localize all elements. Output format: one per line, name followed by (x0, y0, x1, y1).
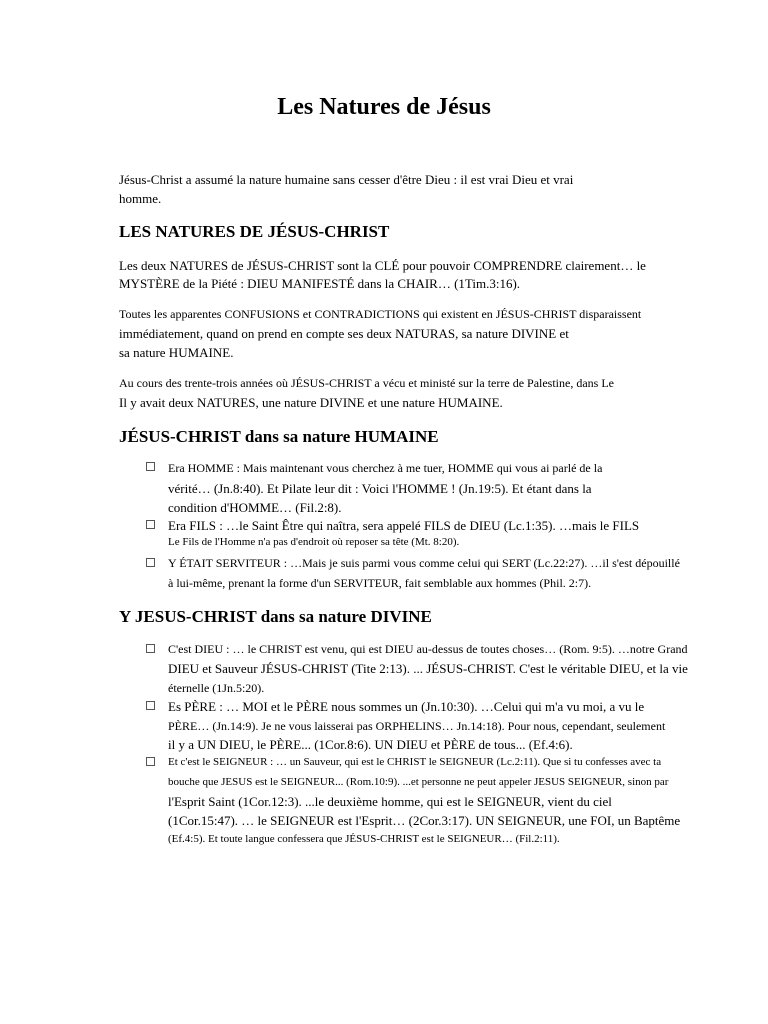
list-item-line: condition d'HOMME… (Fil.2:8). (168, 500, 342, 515)
list-item-line: il y a UN DIEU, le PÈRE... (1Cor.8:6). UN DIEU et PÈRE de tous... (Ef.4:6). (168, 737, 573, 752)
list-item-line: DIEU et Sauveur JÉSUS-CHRIST (Tite 2:13). ... JÉSUS-CHRIST. C'est le véritable DIEU, et la vie (168, 661, 688, 676)
checkbox-bullet-icon (146, 644, 155, 653)
list-item-line: C'est DIEU : … le CHRIST est venu, qui est DIEU au-dessus de toutes choses… (Rom. 9:5). …notre Grand (168, 642, 688, 656)
list-item-line: (Ef.4:5). Et toute langue confessera que JÉSUS-CHRIST est le SEIGNEUR… (Fil.2:11). (168, 833, 560, 845)
paragraph-line: Il y avait deux NATURES, une nature DIVINE et une nature HUMAINE. (119, 395, 503, 410)
list-item-line: vérité… (Jn.8:40). Et Pilate leur dit : Voici l'HOMME ! (Jn.19:5). Et étant dans la (168, 481, 592, 496)
checkbox-bullet-icon (146, 701, 155, 710)
list-item-line: (1Cor.15:47). … le SEIGNEUR est l'Esprit… (2Cor.3:17). UN SEIGNEUR, une FOI, un Baptême (168, 813, 681, 828)
list-item-line: l'Esprit Saint (1Cor.12:3). ...le deuxième homme, qui est le SEIGNEUR, vient du ciel (168, 794, 612, 809)
list-item-line: éternelle (1Jn.5:20). (168, 681, 265, 695)
paragraph-line: Les deux NATURES de JÉSUS-CHRIST sont la CLÉ pour pouvoir COMPRENDRE clairement… le (119, 258, 646, 273)
checkbox-bullet-icon (146, 558, 155, 567)
list-item-line: à lui-même, prenant la forme d'un SERVITEUR, fait semblable aux hommes (Phil. 2:7). (168, 576, 592, 590)
checkbox-bullet-icon (146, 520, 155, 529)
list-item-line: Era HOMME : Mais maintenant vous cherchez à me tuer, HOMME qui vous ai parlé de la (168, 461, 603, 475)
paragraph-line: Au cours des trente-trois années où JÉSUS-CHRIST a vécu et ministé sur la terre de Palestine, dans Le (119, 376, 614, 390)
checkbox-bullet-icon (146, 462, 155, 471)
paragraph-line: immédiatement, quand on prend en compte ses deux NATURAS, sa nature DIVINE et (119, 326, 569, 341)
list-item-line: PÈRE… (Jn.14:9). Je ne vous laisserai pas ORPHELINS… Jn.14:18). Pour nous, cependant, seulement (168, 719, 666, 733)
list-item-line: Es PÈRE : … MOI et le PÈRE nous sommes un (Jn.10:30). …Celui qui m'a vu moi, a vu le (168, 699, 645, 714)
section-heading-natures: LES NATURES DE JÉSUS-CHRIST (119, 222, 390, 241)
intro-line: homme. (119, 191, 162, 206)
section-heading-human-nature: JÉSUS-CHRIST dans sa nature HUMAINE (119, 427, 439, 446)
section-heading-divine-nature: Y JESUS-CHRIST dans sa nature DIVINE (119, 607, 432, 626)
list-item-line: Y ÉTAIT SERVITEUR : …Mais je suis parmi vous comme celui qui SERT (Lc.22:27). …il s'est dépouillé (168, 556, 680, 570)
paragraph-line: MYSTÈRE de la Piété : DIEU MANIFESTÉ dans la CHAIR… (1Tim.3:16). (119, 276, 521, 291)
list-item-line: Le Fils de l'Homme n'a pas d'endroit où reposer sa tête (Mt. 8:20). (168, 536, 460, 548)
paragraph-line: sa nature HUMAINE. (119, 345, 234, 360)
list-item-line: Era FILS : …le Saint Être qui naîtra, sera appelé FILS de DIEU (Lc.1:35). …mais le FILS (168, 518, 640, 533)
list-item-line: bouche que JESUS est le SEIGNEUR... (Rom.10:9). ...et personne ne peut appeler JESUS SEIGNEUR, sinon par (168, 776, 669, 788)
intro-line: Jésus-Christ a assumé la nature humaine sans cesser d'être Dieu : il est vrai Dieu et vrai (119, 172, 574, 187)
document-title: Les Natures de Jésus (277, 94, 491, 120)
list-item-line: Et c'est le SEIGNEUR : … un Sauveur, qui est le CHRIST le SEIGNEUR (Lc.2:11). Que si tu confesses avec ta (168, 756, 662, 768)
paragraph-line: Toutes les apparentes CONFUSIONS et CONTRADICTIONS qui existent en JÉSUS-CHRIST disparaissent (119, 307, 642, 321)
checkbox-bullet-icon (146, 757, 155, 766)
